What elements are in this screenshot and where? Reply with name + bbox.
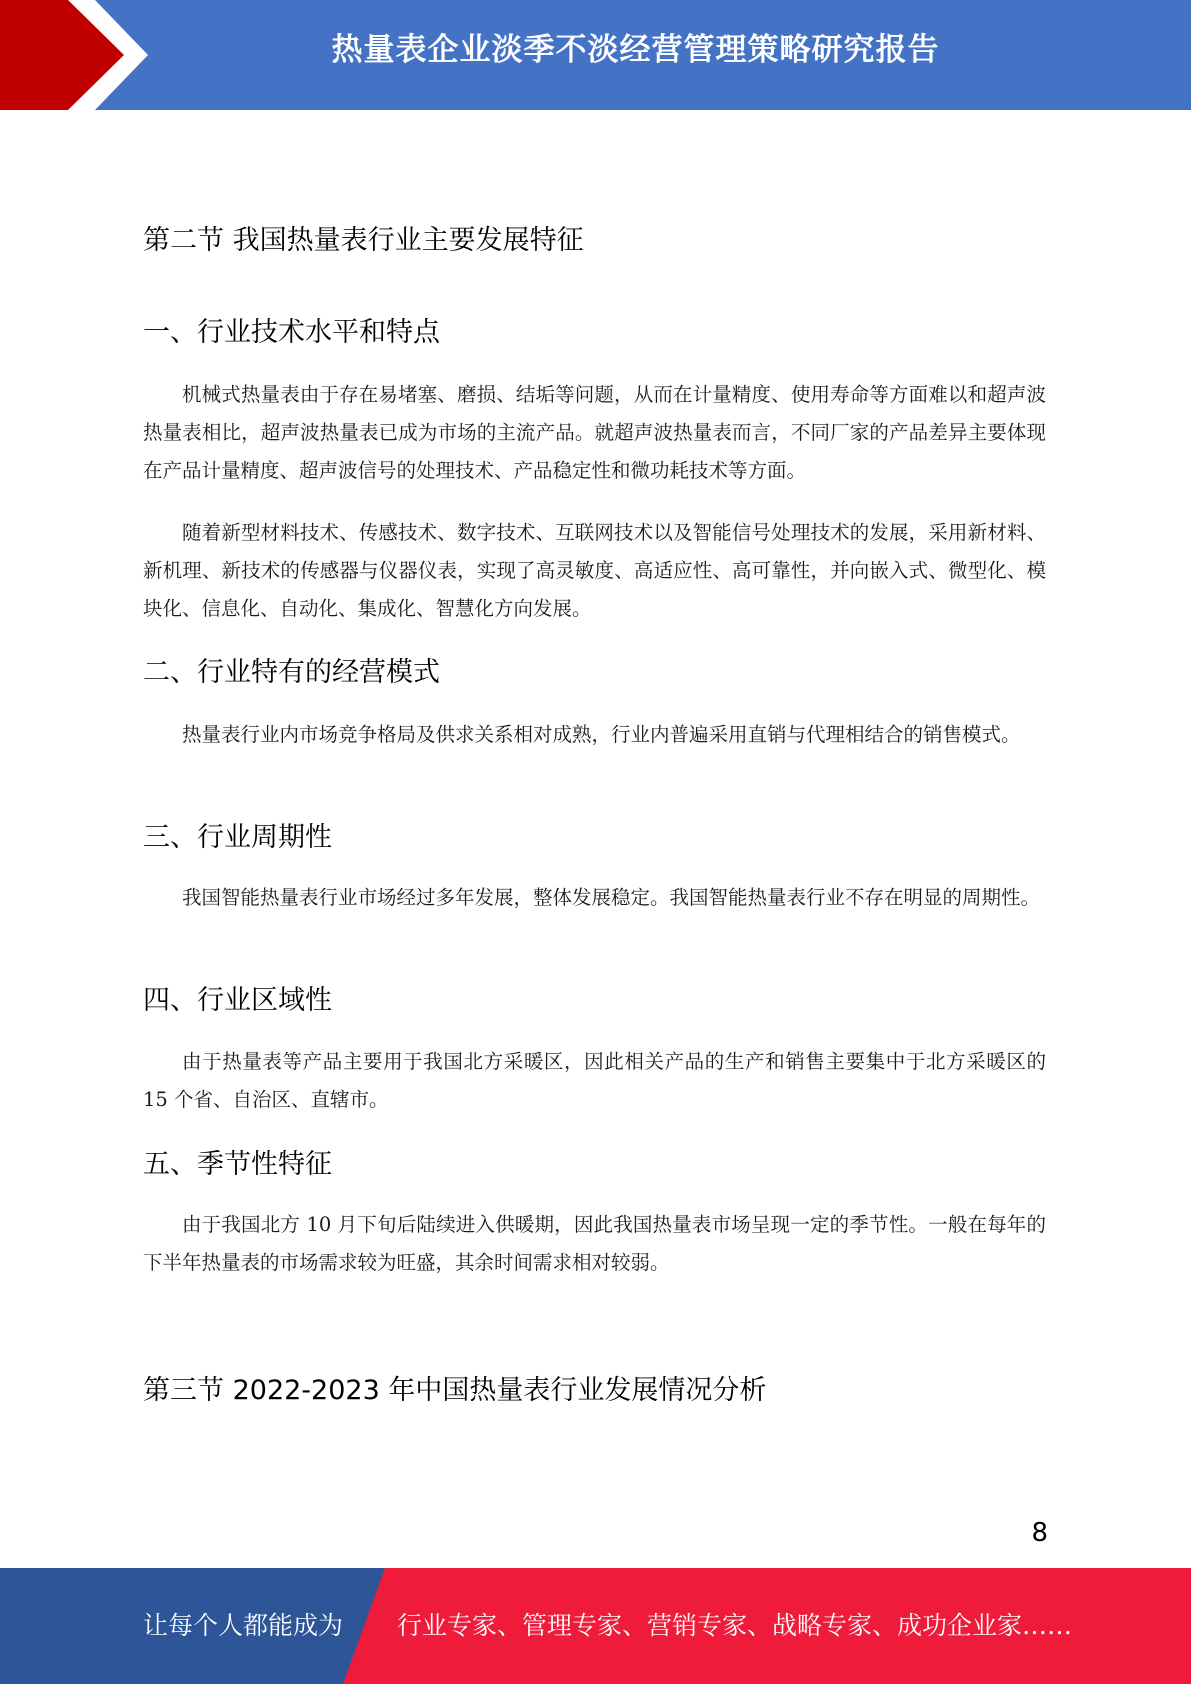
subsection-heading: 四、行业区域性 [143,985,332,1016]
section-heading: 第二节 我国热量表行业主要发展特征 [143,225,584,256]
paragraph: 热量表行业内市场竞争格局及供求关系相对成熟，行业内普遍采用直销与代理相结合的销售模式。 [182,723,1021,746]
paragraph: 机械式热量表由于存在易堵塞、磨损、结垢等问题，从而在计量精度、使用寿命等方面难以和超声波热量表相比，超声波热量表已成为市场的主流产品。就超声波热量表而言，不同厂家的产品差异主要体现在产品计量精度、超声波信号的处理技术、产品稳定性和微功耗技术等方面。 [143,383,1046,482]
subsection-heading: 五、季节性特征 [143,1149,332,1180]
subsection-heading: 三、行业周期性 [143,822,332,853]
report-title: 热量表企业淡季不淡经营管理策略研究报告 [331,32,940,68]
footer-banner [0,1568,1191,1684]
subsection-heading: 二、行业特有的经营模式 [143,657,440,688]
paragraph: 由于我国北方 10 月下旬后陆续进入供暖期，因此我国热量表市场呈现一定的季节性。一般在每年的下半年热量表的市场需求较为旺盛，其余时间需求相对较弱。 [143,1213,1046,1274]
subsection-heading: 一、行业技术水平和特点 [143,317,440,348]
section-heading: 第三节 2022-2023 年中国热量表行业发展情况分析 [143,1375,767,1406]
page-number: 8 [1031,1518,1048,1548]
paragraph: 我国智能热量表行业市场经过多年发展，整体发展稳定。我国智能热量表行业不存在明显的周期性。 [182,886,1041,909]
footer-slogan-left: 让每个人都能成为 [143,1611,344,1640]
footer-slogan-right: 行业专家、管理专家、营销专家、战略专家、成功企业家…… [397,1611,1073,1640]
paragraph: 由于热量表等产品主要用于我国北方采暖区，因此相关产品的生产和销售主要集中于北方采暖区的 15 个省、自治区、直辖市。 [143,1050,1046,1111]
header-banner [0,0,1191,110]
paragraph: 随着新型材料技术、传感技术、数字技术、互联网技术以及智能信号处理技术的发展，采用新材料、新机理、新技术的传感器与仪器仪表，实现了高灵敏度、高适应性、高可靠性，并向嵌入式、微型化、模块化、信息化、自动化、集成化、智慧化方向发展。 [143,521,1046,620]
